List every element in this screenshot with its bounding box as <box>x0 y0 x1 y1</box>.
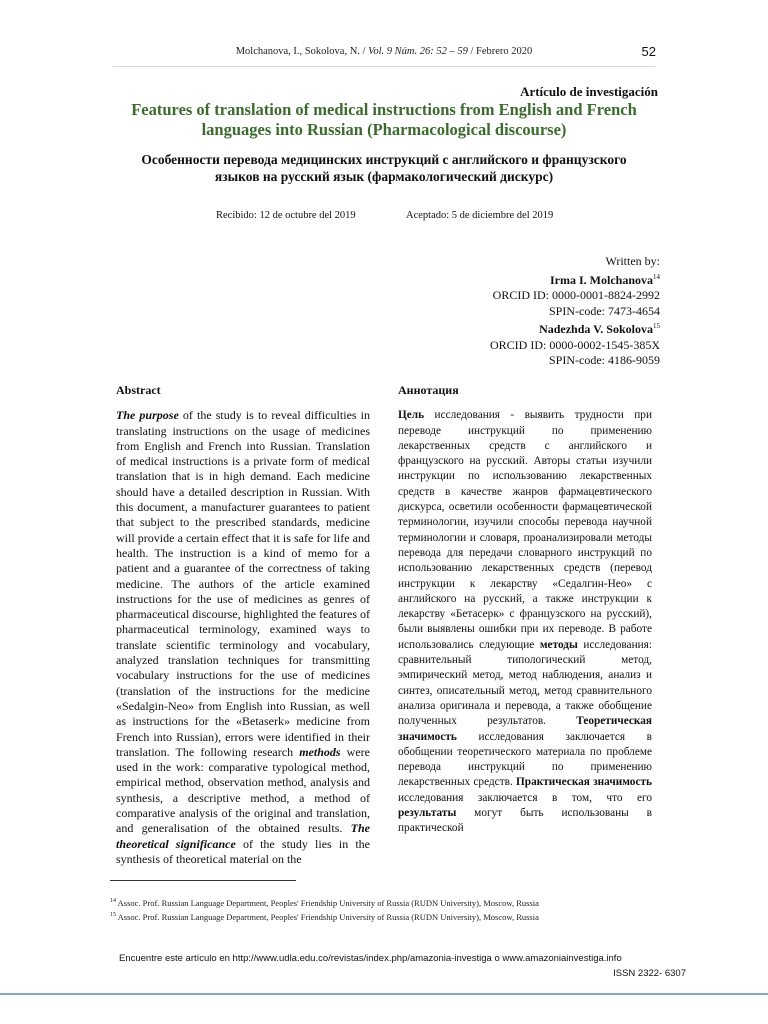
footnote-15-text: Assoc. Prof. Russian Language Department, Peoples' Friendship University of Russia (RUDN University), Moscow, Russia <box>116 911 539 922</box>
abstract-methods-label: methods <box>299 744 341 759</box>
annotation-text <box>398 408 652 836</box>
abstract-text <box>116 408 370 867</box>
received-date: Recibido: 12 de octubre del 2019 <box>216 210 356 221</box>
annotation-text-2: исследования: сравнительный типологический метод, эмпирический метод, метод наблюдения, анализ и синтез, описательный метод, метод сравнительного анализа оригинала и перевода, а также обобщение полученных результатов. <box>398 638 652 728</box>
header-authors: Molchanova, I., Sokolova, N. / <box>235 46 366 57</box>
accepted-date: Aceptado: 5 de diciembre del 2019 <box>406 210 554 221</box>
annotation-heading: Аннотация <box>398 383 459 397</box>
annotation-text-5: могут быть использованы в практической <box>398 807 652 835</box>
title-english-line-2: languages into Russian (Pharmacological discourse) <box>201 120 567 139</box>
footnote-15 <box>110 909 670 923</box>
title-russian <box>100 151 668 185</box>
author-2 <box>490 319 660 338</box>
author-1-orcid: ORCID ID: 0000-0001-8824-2992 <box>492 288 660 302</box>
footer-divider <box>0 993 768 995</box>
header-date: / Febrero 2020 <box>470 46 533 57</box>
annotation-results-label: результаты <box>398 807 457 820</box>
footnote-15-number: 15 <box>110 911 116 918</box>
title-english <box>100 100 668 140</box>
author-1-spin: SPIN-code: 7473-4654 <box>549 303 660 318</box>
abstract-text-1: of the study is to reveal difficulties in translating instructions on the usage of medicines from English and French into Russian. Translation of medical instructions is a private form of medical translation that is in high demand. Each medicine should have a detailed description in Russian. With this document, a manufacturer guarantees to patient that subject to the prescribed standards, medicine will provide a certain effect that it is safe for life and health. The instruction is a kind of memo for a patient and a guarantee of the correctness of taking medicine. The authors of the article examined instructions for the use of medicines as genres of pharmaceutical discourse, highlighted the features of pharmaceutical terminology, examined ways to translate scientific terminology and vocabulary, analyzed translation techniques for transmitting vocabulary instructions for the use of medicines (translation of the instructions for the medicine «Sedalgin-Neo» from English into Russian, as well as instructions for the «Betaserk» medicine from French into Russian), errors were identified in their translation. The following research <box>116 408 370 759</box>
header-volume: Vol. 9 Núm. 26: 52 – 59 <box>368 46 468 57</box>
author-2-name: Nadezhda V. Sokolova <box>539 322 653 336</box>
footnote-14 <box>110 895 670 909</box>
title-russian-line-1: Особенности перевода медицинских инструкций с английского и французского <box>141 152 627 167</box>
annotation-column <box>398 383 652 837</box>
footer-issn: ISSN 2322- 6307 <box>613 968 686 979</box>
author-1-footnote-ref: 14 <box>653 272 660 281</box>
title-english-line-1: Features of translation of medical instructions from English and French <box>131 100 637 119</box>
footnotes <box>110 895 670 923</box>
annotation-practical-label: Практическая значимость <box>516 776 652 789</box>
title-russian-line-2: языков на русский язык (фармакологический дискурс) <box>214 169 554 184</box>
author-2-footnote-ref: 15 <box>653 322 660 330</box>
abstract-purpose-label: The purpose <box>116 408 179 423</box>
abstract-significance-label: The theoretical significance <box>116 821 370 851</box>
abstract-column <box>116 383 370 867</box>
annotation-methods-label: методы <box>539 638 578 651</box>
article-type: Artículo de investigación <box>520 84 658 99</box>
page-number: 52 <box>641 44 656 59</box>
footnote-14-number: 14 <box>110 898 116 904</box>
footer-url-line[interactable]: Encuentre este artículo en http://www.udla.edu.co/revistas/index.php/amazonia-investiga o www.amazoniainvestiga.info <box>119 953 622 964</box>
abstract-text-2: were used in the work: comparative typological method, empirical method, observation method, analysis and synthesis, a descriptive method, a method of comparative analysis of the original and translation, and generalisation of the obtained results. <box>116 744 370 836</box>
abstract-heading: Abstract <box>116 383 161 397</box>
author-2-spin: SPIN-code: 4186-9059 <box>549 353 660 367</box>
annotation-theory-label: Теоретическая значимость <box>398 715 652 743</box>
author-1-name: Irma I. Molchanova <box>550 272 653 287</box>
annotation-goal-label: Цель <box>398 409 425 422</box>
author-block <box>490 254 660 369</box>
abstract-text-3: of the study lies in the synthesis of theoretical material on the <box>116 836 371 866</box>
footnote-divider <box>110 880 296 881</box>
author-2-orcid: ORCID ID: 0000-0002-1545-385X <box>490 337 660 352</box>
annotation-text-4: исследования заключается в том, что его <box>398 791 652 804</box>
annotation-text-3: исследования заключается в обобщении теоретического материала по проблеме перевода инструкций по применению лекарственных средств. <box>398 730 652 789</box>
header-divider <box>113 66 655 67</box>
author-1 <box>490 270 660 289</box>
written-by-label: Written by: <box>605 254 660 268</box>
footnote-14-text: Assoc. Prof. Russian Language Department, Peoples' Friendship University of Russia (RUDN University), Moscow, Russia <box>116 897 539 908</box>
annotation-text-1: исследования - выявить трудности при переводе инструкций по применению лекарственных средств с английского и французского на русский. Авторы статьи изучили инструкции по использованию лекарственных средств в качестве жанров фармацевтического дискурса, осветили особенности фармацевтической терминологии, изучили способы перевода научной терминологии и словаря, проанализировали методы перевода для передачи словарного инструкций по использованию лекарственных средств (перевод инструкции к лекарству «Седалгин-Нео» с английского на русский, а также инструкции к лекарству «Бетасерк» с французского на русский), были выявлены ошибки при их переводе. В работе использовались следующие <box>398 409 652 651</box>
